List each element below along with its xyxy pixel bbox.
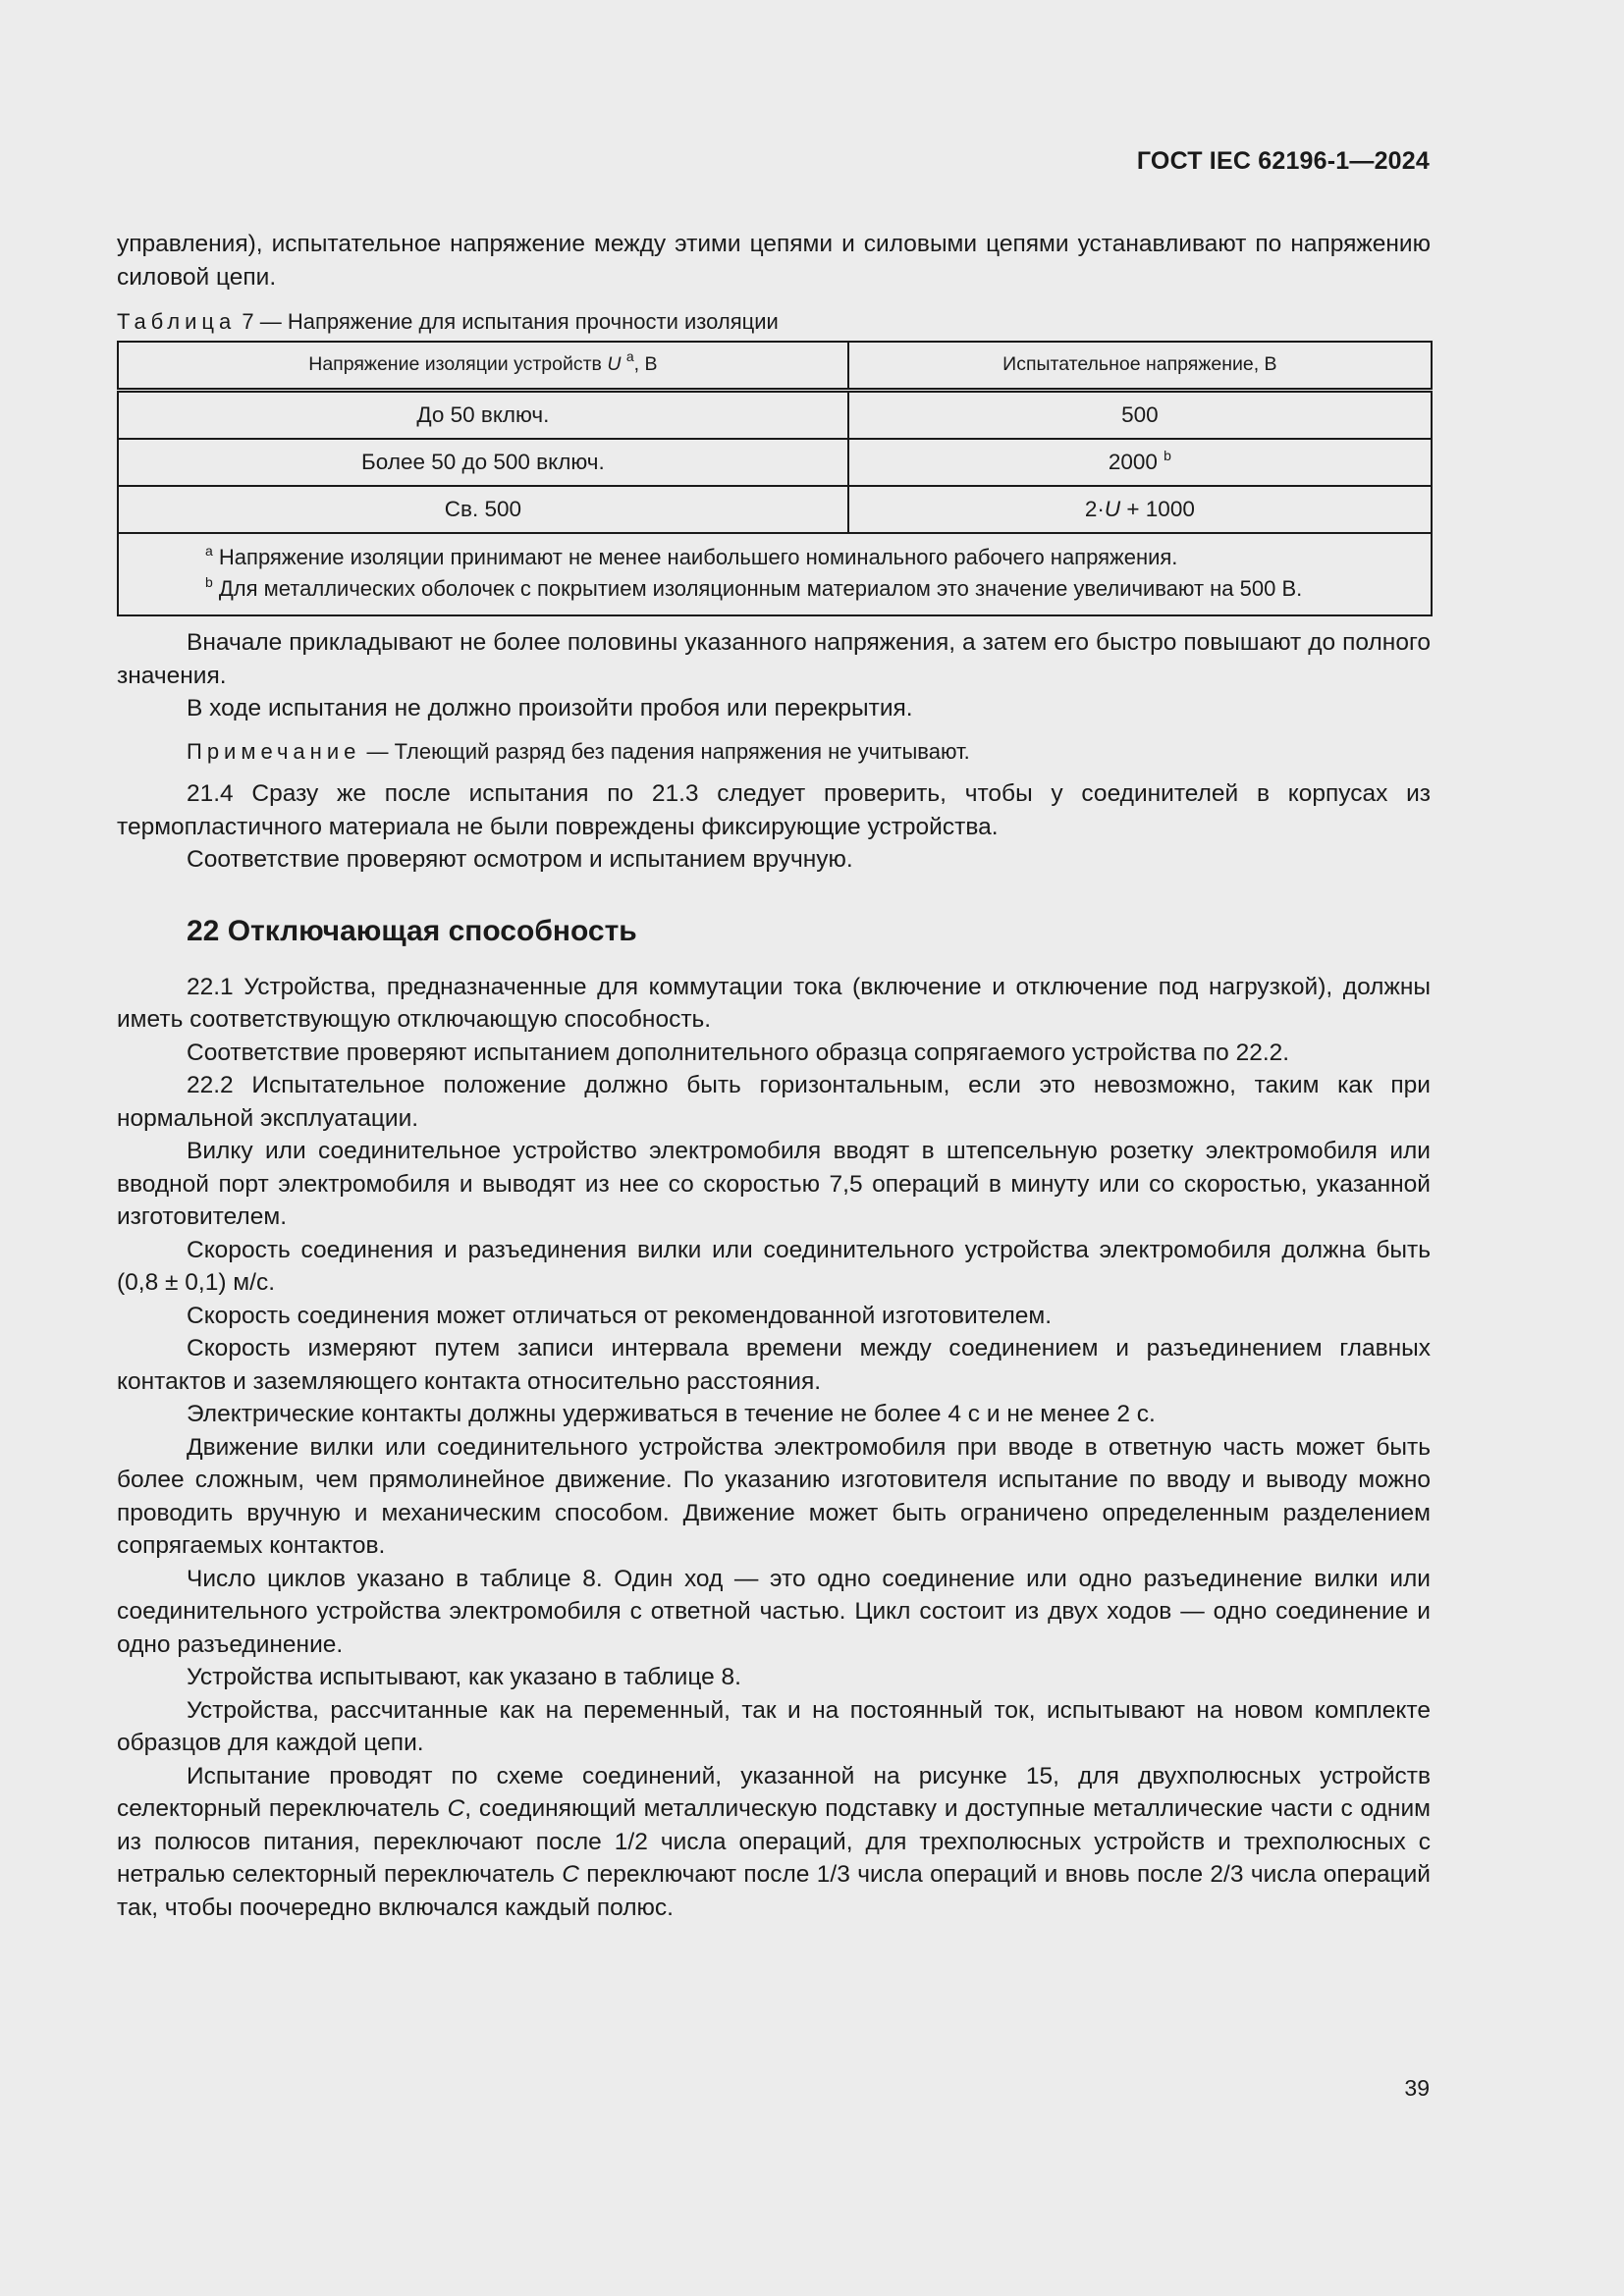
footnote-mark: b [205,574,213,590]
table-caption-text: 7 — Напряжение для испытания прочности изоляции [242,309,779,334]
row-voltage [848,391,1432,440]
paragraph: Соответствие проверяют испытанием дополнительного образца сопрягаемого устройства по 22.2. [187,1039,1290,1066]
paragraph: Скорость соединения и разъединения вилки или соединительного устройства электромобиля должна быть (0,8 ± 0,1) м/с. [117,1236,1431,1296]
paragraph: Вначале прикладывают не более половины указанного напряжения, а затем его быстро повышают до полного значения. [117,629,1431,689]
note-text: — Тлеющий разряд без падения напряжения не учитывают. [360,738,970,764]
paragraph: 22.2 Испытательное положение должно быть горизонтальным, если это невозможно, таким как при нормальной эксплуатации. [117,1072,1431,1132]
row-voltage-value: 2000 [1108,450,1158,475]
page-number: 39 [1404,2075,1430,2101]
paragraph: Скорость соединения может отличаться от рекомендованной изготовителем. [187,1302,1053,1329]
table-7-caption [117,307,1431,337]
text-part: , соединяющий металлическую подставку и доступные металлические части с одним из полюсов питания, переключают после 1/2 числа операций, для трехполюсных устройств и трехполюсных с нетралью селекторный переключатель [117,1795,1431,1888]
row-voltage-prefix: 2· [1084,497,1105,522]
text-part: Испытание проводят по схеме соединений, указанной на рисунке 15, для двухполюсных устройств селекторный переключатель [117,1762,1431,1822]
note [117,735,1431,769]
paragraph: Число циклов указано в таблице 8. Один ход — это одно соединение или одно разъединение вилки или соединительного устройства электромобиля с ответной частью. Цикл состоит из двух ходов — одно соединение и одно разъединение. [117,1565,1431,1658]
table-7 [117,341,1433,616]
table-caption-label: Таблица [117,309,237,334]
paragraph: Электрические контакты должны удерживаться в течение не более 4 с и не менее 2 с. [187,1401,1156,1427]
header-col1-text: Напряжение изоляции устройств [308,353,608,376]
header-col1-footnote-mark: a [625,348,634,365]
row-voltage [848,486,1432,533]
footnote-text: Напряжение изоляции принимают не менее наибольшего номинального рабочего напряжения. [212,545,1178,569]
row-range: Более 50 до 500 включ. [118,439,848,486]
table-header-row [118,342,1432,391]
text-part: переключают после 1/3 числа операций и вновь после 2/3 числа операций так, чтобы поочередно включался каждый полюс. [117,1861,1431,1921]
paragraph: Движение вилки или соединительного устройства электромобиля при вводе в ответную часть может быть более сложным, чем прямолинейное движение. По указанию изготовителя испытание по вводу и выводу можно проводить вручную и механическим способом. Движение может быть ограничено определенным разделением сопрягаемых контактов. [117,1433,1431,1559]
section-22-title: 22 Отключающая способность [187,914,637,947]
paragraph: Скорость измеряют путем записи интервала времени между соединением и разъединением главных контактов и заземляющего контакта относительно расстояния. [117,1335,1431,1395]
row-voltage-footnote-mark: b [1164,448,1171,464]
table-row [118,391,1432,440]
paragraph: Соответствие проверяют осмотром и испытанием вручную. [187,846,853,873]
row-voltage [848,439,1432,486]
paragraph: 22.1 Устройства, предназначенные для коммутации тока (включение и отключение под нагрузкой), должны иметь соответствующую отключающую способность. [117,973,1431,1033]
table-footnotes-row [118,533,1432,615]
paragraph: В ходе испытания не должно произойти пробоя или перекрытия. [187,695,913,721]
intro-paragraph: управления), испытательное напряжение между этими цепями и силовыми цепями устанавливают по напряжению силовой цепи. [117,231,1431,291]
footnote-mark: a [205,543,213,559]
footnote-text: Для металлических оболочек с покрытием изоляционным материалом это значение увеличивают на 500 В. [212,576,1303,601]
clause-21-4: 21.4 Сразу же после испытания по 21.3 следует проверить, чтобы у соединителей в корпусах из термопластичного материала не были повреждены фиксирующие устройства. [117,780,1431,840]
paragraph: Устройства, рассчитанные как на переменный, так и на постоянный ток, испытывают на новом комплекте образцов для каждой цепи. [117,1696,1431,1756]
row-voltage-var: U [1104,497,1121,522]
paragraph-last [117,1760,1431,1925]
row-voltage-value: 500 [1121,402,1159,428]
header-col1-unit: , В [633,353,658,376]
page-content [117,228,1431,1924]
row-voltage-suffix: + 1000 [1120,497,1195,522]
table-footnote-a [135,542,1415,573]
header-insulation-voltage [118,342,848,391]
header-test-voltage: Испытательное напряжение, В [848,342,1432,391]
paragraph: Устройства испытывают, как указано в таблице 8. [187,1664,741,1690]
table-footnotes [118,533,1432,615]
table-row [118,486,1432,533]
switch-var: С [562,1861,579,1888]
header-col1-var: U [607,353,622,376]
note-label: Примечание [187,738,361,764]
row-range: До 50 включ. [118,391,848,440]
table-row [118,439,1432,486]
paragraph: Вилку или соединительное устройство электромобиля вводят в штепсельную розетку электромобиля или вводной порт электромобиля и выводят из нее со скоростью 7,5 операций в минуту или со скоростью, указанной изготовителем. [117,1138,1431,1230]
switch-var: С [447,1795,465,1822]
row-range: Св. 500 [118,486,848,533]
document-code-header: ГОСТ IEC 62196-1—2024 [1136,147,1430,175]
table-footnote-b [135,573,1415,605]
